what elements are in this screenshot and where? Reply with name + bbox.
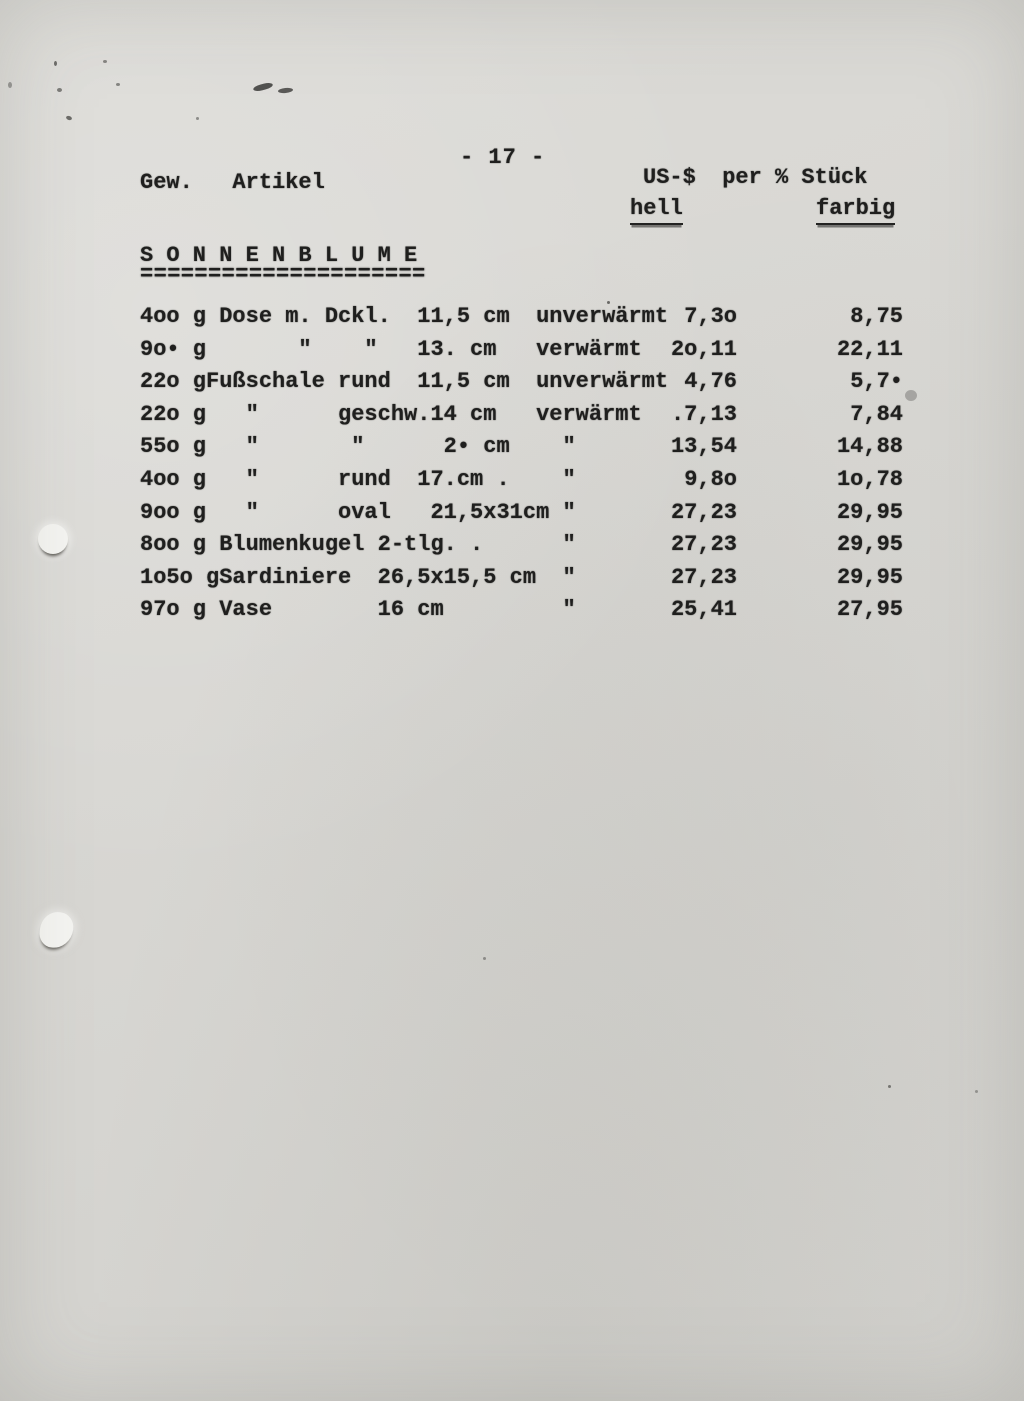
price-hell: 7,3o <box>684 304 737 329</box>
column-header-farbig: farbig <box>816 198 895 220</box>
row-item-text: 55o g " " 2• cm " <box>140 434 576 460</box>
page-number: - 17 - <box>460 145 546 170</box>
price-table <box>0 306 1024 632</box>
price-farbig: 27,95 <box>836 597 903 623</box>
section-title: S O N N E N B L U M E <box>140 243 418 268</box>
row-item-text: 9oo g " oval 21,5x31cm " <box>140 499 576 525</box>
price-hell: 13,54 <box>670 434 737 460</box>
section-title-underline: ===================== <box>140 262 426 287</box>
row-item-text: 9o• g " " 13. cm verwärmt <box>140 336 642 362</box>
price-farbig: 8,75 <box>850 304 903 329</box>
table-row <box>0 436 1024 469</box>
table-row <box>0 306 1024 339</box>
column-header-gew-artikel: Gew. Artikel <box>140 170 325 195</box>
price-farbig: 22,11 <box>836 336 903 362</box>
price-farbig: 29,95 <box>836 499 903 525</box>
table-row <box>0 371 1024 404</box>
price-farbig: 29,95 <box>836 564 903 590</box>
row-item-text: 22o g " geschw.14 cm verwärmt <box>140 401 642 427</box>
price-farbig: 29,95 <box>836 532 903 558</box>
table-row <box>0 499 1024 535</box>
price-farbig: 5,7• <box>850 369 903 395</box>
price-hell: 27,23 <box>670 499 737 525</box>
table-row <box>0 564 1024 600</box>
price-hell: 2o,11 <box>670 336 737 362</box>
price-hell: 4,76 <box>684 369 737 395</box>
row-item-text: 4oo g " rund 17.cm . " <box>140 466 576 492</box>
table-row <box>0 599 1024 632</box>
price-hell: 27,23 <box>670 564 737 590</box>
row-item-text: 1o5o gSardiniere 26,5x15,5 cm " <box>140 564 576 590</box>
row-item-text: 97o g Vase 16 cm " <box>140 597 576 623</box>
price-hell: .7,13 <box>670 401 737 427</box>
column-header-price: US-$ per % Stück <box>643 165 868 190</box>
table-row <box>0 336 1024 372</box>
price-farbig: 1o,78 <box>836 466 903 492</box>
price-farbig: 14,88 <box>836 434 903 460</box>
price-hell: 25,41 <box>670 597 737 623</box>
price-hell: 9,8o <box>684 466 737 492</box>
row-item-text: 8oo g Blumenkugel 2-tlg. . " <box>140 532 576 558</box>
price-farbig: 7,84 <box>850 401 903 427</box>
table-row <box>0 534 1024 567</box>
row-item-text: 22o gFußschale rund 11,5 cm unverwärmt <box>140 369 669 395</box>
table-row <box>0 401 1024 437</box>
column-header-hell: hell <box>630 198 683 220</box>
price-hell: 27,23 <box>670 532 737 558</box>
table-row <box>0 466 1024 502</box>
row-item-text: 4oo g Dose m. Dckl. 11,5 cm unverwärmt <box>140 304 669 329</box>
